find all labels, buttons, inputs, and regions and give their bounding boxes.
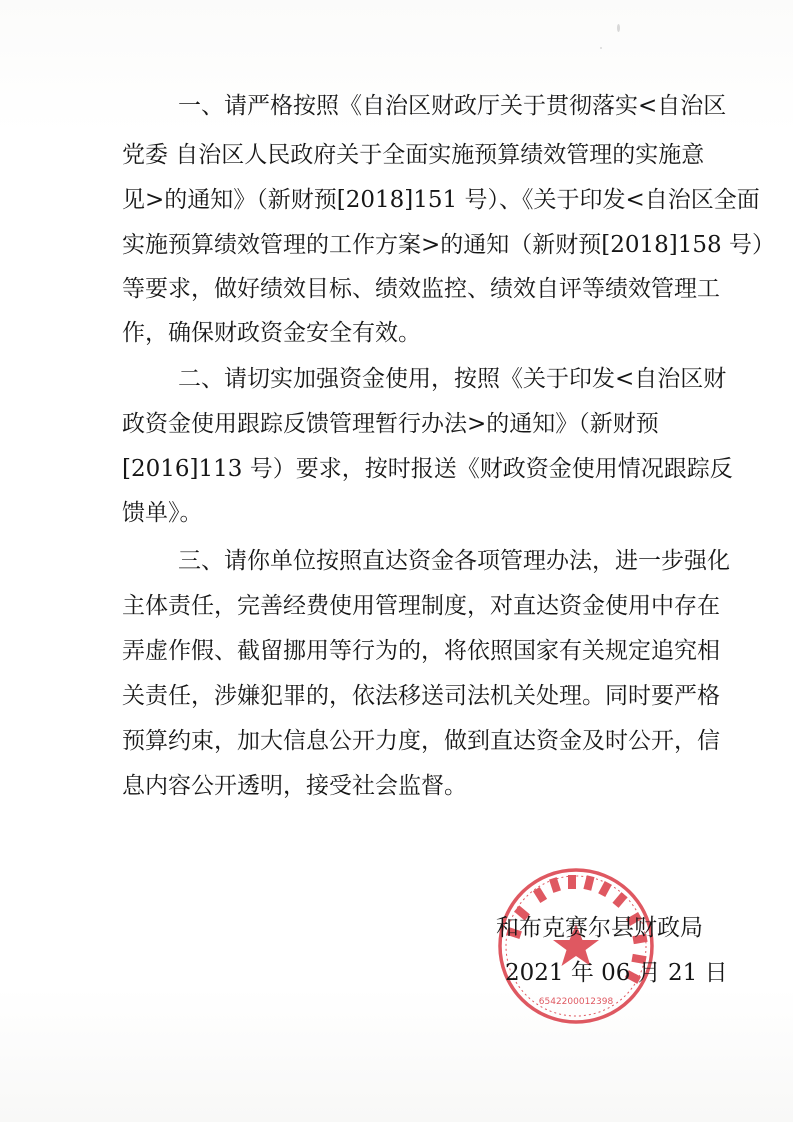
paragraph-line: 实施预算绩效管理的工作方案>的通知（新财预[2018]158 号） <box>122 232 775 258</box>
paragraph-line: 关责任，涉嫌犯罪的，依法移送司法机关处理。同时要严格 <box>122 683 720 709</box>
paragraph-line: 二、请切实加强资金使用，按照《关于印发<自治区财 <box>178 366 727 392</box>
paragraph-line: 预算约束，加大信息公开力度，做到直达资金及时公开，信 <box>122 728 720 754</box>
scan-speck <box>600 47 602 49</box>
issue-date: 2021 年 06 月 21 日 <box>505 960 728 986</box>
scan-speck <box>617 24 620 32</box>
paragraph-line: 见>的通知》（新财预[2018]151 号）、《关于印发<自治区全面 <box>122 187 760 213</box>
official-seal-icon <box>496 866 656 1026</box>
paragraph-line: 作，确保财政资金安全有效。 <box>122 320 421 346</box>
paragraph-line: 三、请你单位按照直达资金各项管理办法，进一步强化 <box>178 548 730 574</box>
paragraph-line: [2016]113 号）要求，按时报送《财政资金使用情况跟踪反 <box>122 456 733 482</box>
paragraph-line: 党委 自治区人民政府关于全面实施预算绩效管理的实施意 <box>122 142 705 168</box>
issuing-organization: 和布克赛尔县财政局 <box>496 915 703 941</box>
paragraph-line: 馈单》。 <box>122 500 203 526</box>
paragraph-line: 一、请严格按照《自治区财政厅关于贯彻落实<自治区 <box>178 93 727 119</box>
seal-serial: 6542200012398 <box>538 997 614 1007</box>
paragraph-line: 等要求，做好绩效目标、绩效监控、绩效自评等绩效管理工 <box>122 276 720 302</box>
paragraph-line: 政资金使用跟踪反馈管理暂行办法>的通知》（新财预 <box>122 411 659 437</box>
paragraph-line: 息内容公开透明，接受社会监督。 <box>122 773 467 799</box>
paragraph-line: 主体责任，完善经费使用管理制度，对直达资金使用中存在 <box>122 593 720 619</box>
paragraph-line: 弄虚作假、截留挪用等行为的，将依照国家有关规定追究相 <box>122 638 720 664</box>
